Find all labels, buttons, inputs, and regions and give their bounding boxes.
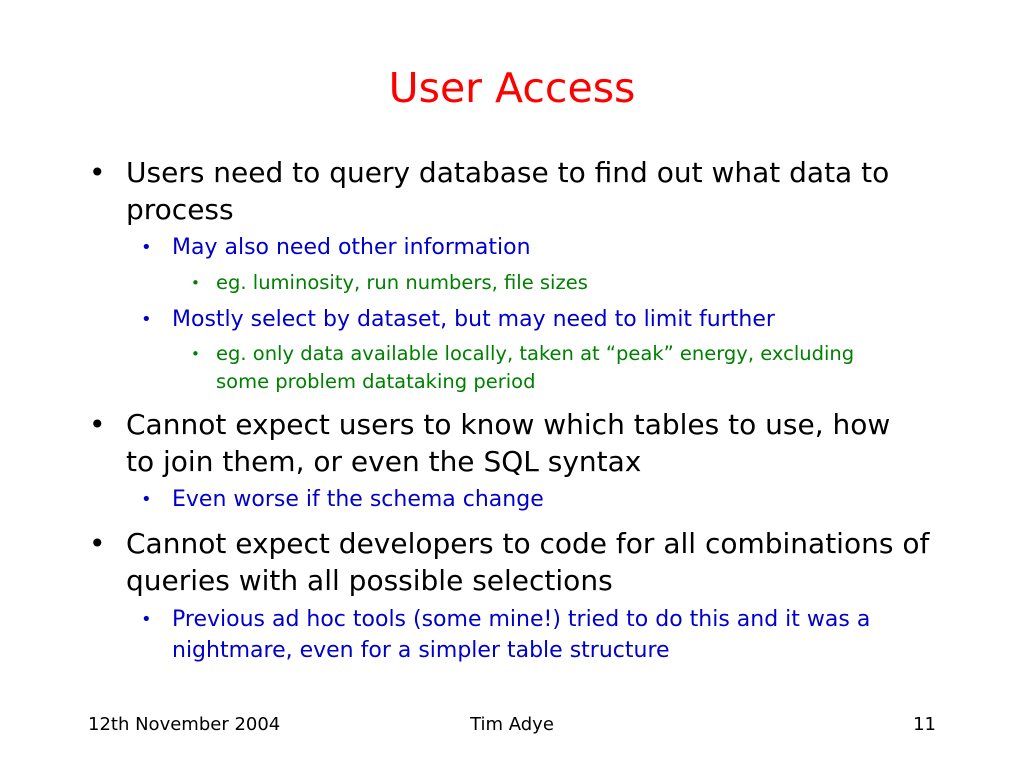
sub-sub-bullet-item (191, 269, 976, 297)
bullet-glyph: • (89, 408, 106, 441)
footer-author: Tim Adye (470, 714, 554, 735)
footer-page-number: 11 (913, 714, 936, 735)
bullet-text: Cannot expect users to know which tables to use, how to join them, or even the SQL syntax (126, 408, 891, 478)
sub-bullet-item (141, 484, 962, 515)
bullet-glyph: • (141, 309, 152, 330)
bullet-item (89, 406, 926, 480)
bullet-text: eg. luminosity, run numbers, file sizes (216, 271, 588, 294)
sub-sub-bullet-item (191, 340, 896, 396)
bullet-item (89, 525, 966, 599)
bullet-text: eg. only data available locally, taken at “peak” energy, excluding some problem datataking period (216, 342, 855, 393)
bullet-glyph: • (141, 609, 152, 630)
bullet-item (89, 154, 966, 228)
bullet-text: Users need to query database to find out what data to process (126, 156, 890, 226)
bullet-text: Cannot expect developers to code for all combinations of queries with all possible selections (126, 527, 930, 597)
bullet-text: Even worse if the schema change (172, 487, 544, 512)
bullet-glyph: • (141, 237, 152, 258)
sub-bullet-item (141, 232, 962, 263)
bullet-glyph: • (191, 345, 200, 363)
bullet-glyph: • (89, 156, 106, 189)
bullet-glyph: • (141, 489, 152, 510)
bullet-glyph: • (191, 274, 200, 292)
bullet-text: Previous ad hoc tools (some mine!) tried to do this and it was a nightmare, even for a simpler table structure (172, 607, 871, 663)
sub-bullet-item (141, 604, 962, 666)
footer-date: 12th November 2004 (88, 714, 281, 735)
sub-bullet-item (141, 304, 962, 335)
slide-title: User Access (388, 64, 636, 112)
bullet-glyph: • (89, 527, 106, 560)
bullet-text: May also need other information (172, 235, 531, 260)
bullet-text: Mostly select by dataset, but may need to limit further (172, 307, 775, 332)
